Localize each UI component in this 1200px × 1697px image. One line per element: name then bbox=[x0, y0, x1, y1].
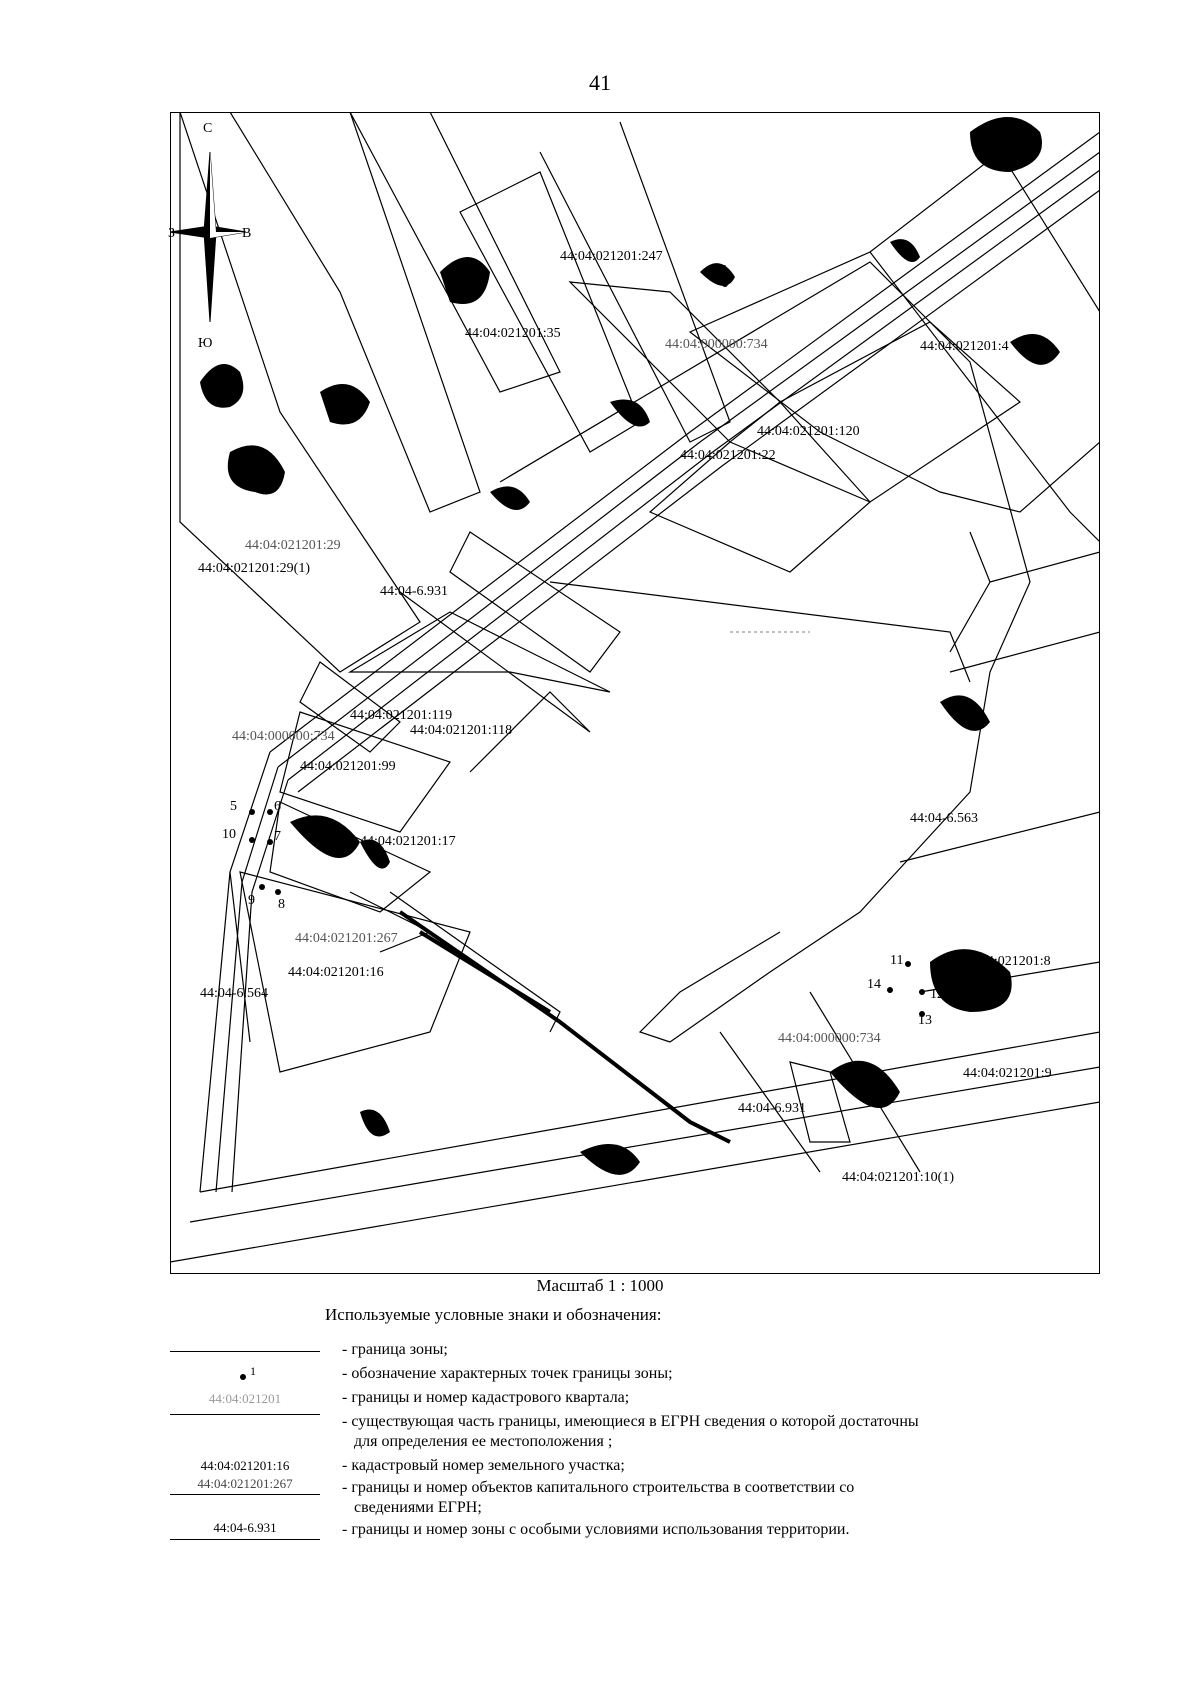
legend-item-building bbox=[170, 1478, 1070, 1520]
parcel-label: 44:04:021201:118 bbox=[410, 723, 513, 738]
parcel-number-symbol bbox=[170, 1456, 322, 1478]
compass-east: В bbox=[242, 226, 252, 241]
legend-text: - граница зоны; bbox=[342, 1341, 448, 1358]
building-symbol-label: 44:04:021201:267 bbox=[197, 1476, 293, 1491]
zone-label: 44:04-6.931 bbox=[738, 1101, 807, 1116]
parcel-label: 44:04:021201:119 bbox=[350, 708, 453, 723]
parcel-label: 44:04:021201:120 bbox=[757, 424, 860, 439]
compass-west: З bbox=[168, 226, 176, 241]
parcel-label: 44:04:021201:29(1) bbox=[198, 561, 310, 576]
building-symbol bbox=[170, 1478, 322, 1500]
parcel-label: 44:04:021201:9 bbox=[963, 1066, 1052, 1081]
zone-label: 44:04-6.931 bbox=[380, 584, 449, 599]
parcel-label: 44:04:021201:247 bbox=[560, 249, 663, 264]
quarter-symbol bbox=[170, 1388, 322, 1410]
parcel-number-symbol-label: 44:04:021201:16 bbox=[200, 1458, 290, 1473]
point-label: 7 bbox=[274, 829, 281, 844]
compass-north: С bbox=[203, 121, 213, 136]
point-label: 4 bbox=[720, 263, 727, 278]
legend-text: - границы и номер зоны с особыми условиями использования территории. bbox=[342, 1521, 850, 1538]
quarter-symbol-label: 44:04:021201 bbox=[208, 1391, 282, 1406]
zone-label: 44:04-6.564 bbox=[200, 986, 269, 1001]
legend-item-special-zone bbox=[170, 1520, 1070, 1546]
parcel-label: 44:04:021201:17 bbox=[360, 834, 456, 849]
page-number: 41 bbox=[589, 70, 611, 95]
legend-item-quarter bbox=[170, 1388, 1070, 1412]
zone-boundary-symbol bbox=[170, 1340, 322, 1362]
point-label: 10 bbox=[222, 827, 236, 842]
parcel-label: 44:04:021201:99 bbox=[300, 759, 396, 774]
legend-text: - границы и номер кадастрового квартала; bbox=[342, 1389, 630, 1406]
parcel-label: 44:04:021201:35 bbox=[465, 326, 561, 341]
zone-label: 44:04-6.563 bbox=[910, 811, 979, 826]
point-symbol-number: 1 bbox=[250, 1364, 256, 1378]
parcel-label: 44:04:021201:10(1) bbox=[842, 1170, 954, 1185]
railway-line bbox=[400, 912, 730, 1142]
legend-text: - существующая часть границы, имеющиеся в ЕГРН сведения о которой достаточны bbox=[342, 1413, 919, 1430]
existing-boundary-symbol bbox=[170, 1412, 322, 1434]
legend-item-parcel-number bbox=[170, 1456, 1070, 1478]
point-label: 12 bbox=[930, 987, 944, 1002]
legend-text-continued: для определения ее местоположения ; bbox=[354, 1433, 613, 1450]
parcel-label: 44:04:000000:734 bbox=[232, 729, 335, 744]
point-label: 11 bbox=[890, 953, 904, 968]
map-scale: Масштаб 1 : 1000 bbox=[536, 1276, 664, 1295]
special-zone-symbol bbox=[170, 1520, 322, 1542]
legend-item-existing-boundary bbox=[170, 1412, 1070, 1456]
parcel-label: 44:04:021201:29 bbox=[245, 538, 341, 553]
legend-title: Используемые условные знаки и обозначения: bbox=[325, 1305, 662, 1324]
parcel-label: 44:04:000000:734 bbox=[778, 1031, 881, 1046]
legend bbox=[170, 1340, 1070, 1546]
parcel-label: 44:04:021201:267 bbox=[295, 931, 398, 946]
compass-south: Ю bbox=[198, 336, 213, 351]
point-label: 14 bbox=[867, 977, 881, 992]
legend-text: - кадастровый номер земельного участка; bbox=[342, 1457, 625, 1474]
legend-item-points bbox=[170, 1364, 1070, 1388]
parcel-label: 44:04:021201:8 bbox=[962, 954, 1051, 969]
legend-text: - обозначение характерных точек границы зоны; bbox=[342, 1365, 673, 1382]
special-zone-symbol-label: 44:04-6.931 bbox=[213, 1520, 277, 1535]
cadastral-map bbox=[170, 112, 1100, 1274]
point-label: 13 bbox=[918, 1013, 932, 1028]
parcel-label: 44:04:000000:734 bbox=[665, 337, 768, 352]
legend-text-continued: сведениями ЕГРН; bbox=[354, 1499, 482, 1516]
parcel-label: 44:04:021201:22 bbox=[680, 448, 776, 463]
point-label: 9 bbox=[248, 893, 255, 908]
point-label: 6 bbox=[274, 799, 281, 814]
point-label: 5 bbox=[230, 799, 237, 814]
legend-text: - границы и номер объектов капитального строительства в соответствии со bbox=[342, 1479, 855, 1496]
parcel-label: 44:04:021201:4 bbox=[920, 339, 1009, 354]
zone-boundary bbox=[230, 262, 1030, 1042]
boundary-points bbox=[222, 263, 944, 1028]
legend-item-zone-boundary bbox=[170, 1340, 1070, 1364]
parcel-label: 44:04:021201:16 bbox=[288, 965, 384, 980]
point-symbol bbox=[170, 1364, 322, 1386]
point-label: 8 bbox=[278, 897, 285, 912]
